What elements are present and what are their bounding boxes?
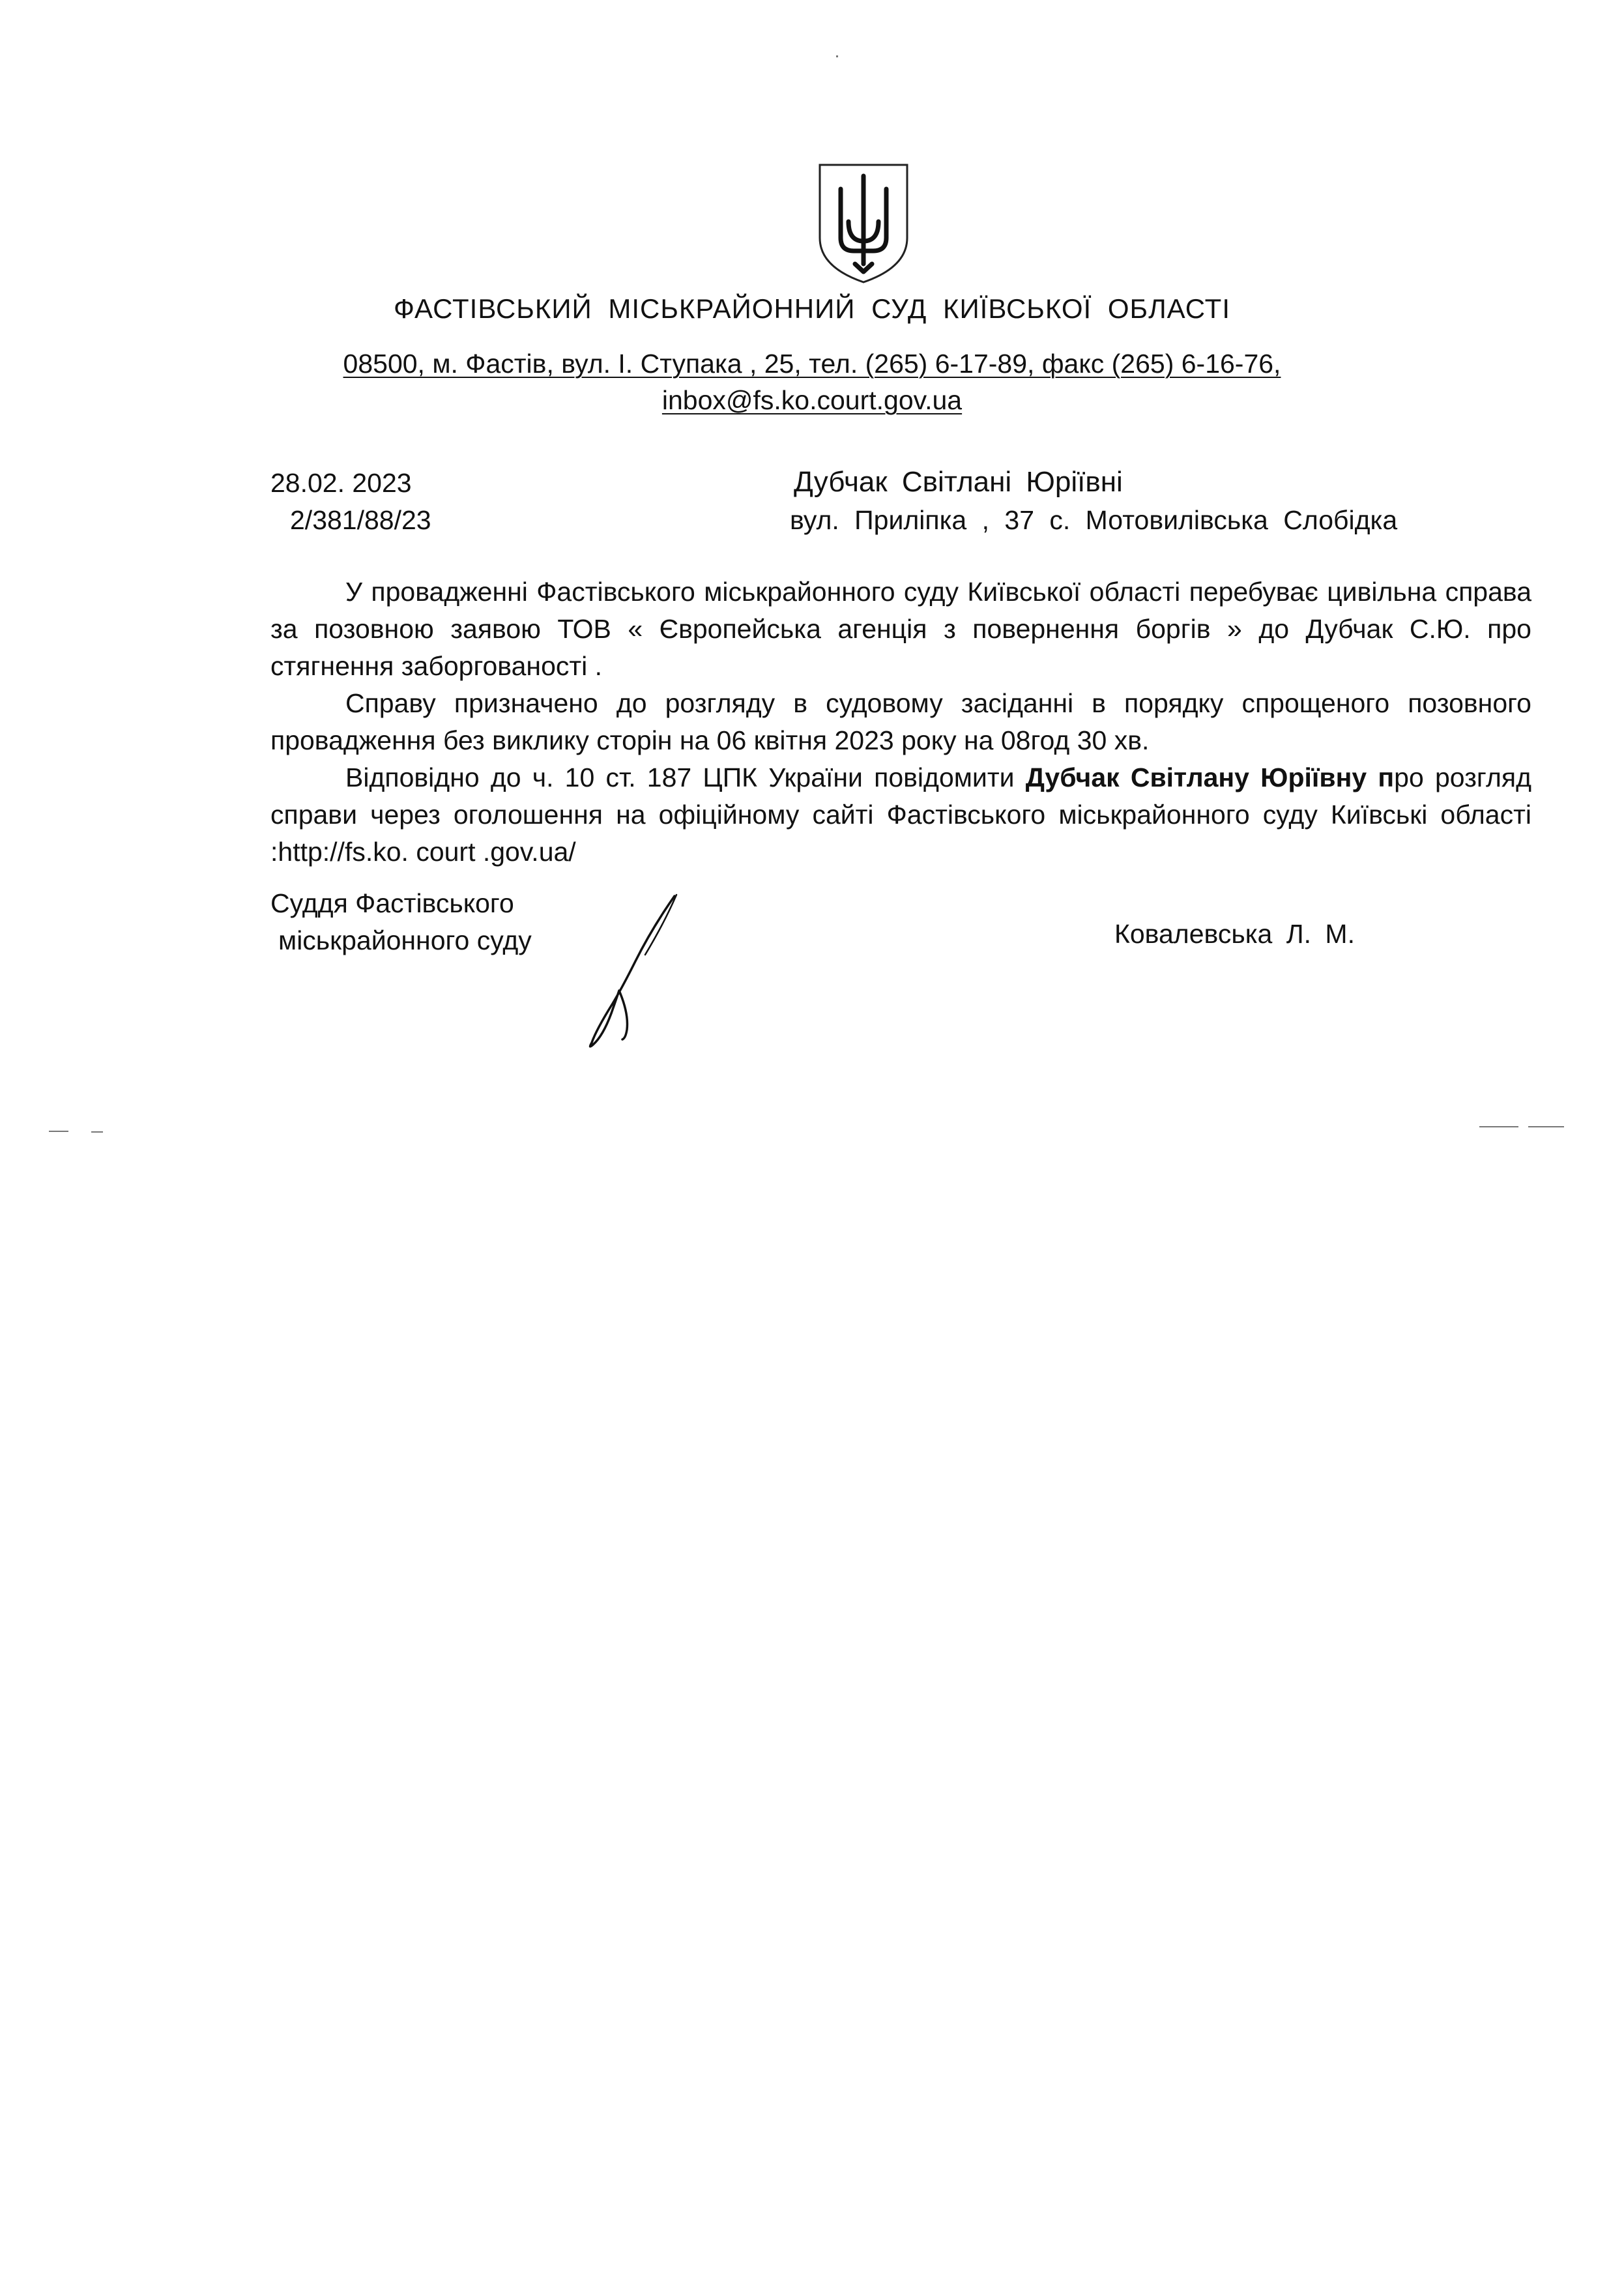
scan-artifact bbox=[836, 55, 838, 57]
paragraph-hearing: Справу призначено до розгляду в судовому засіданні в порядку спрощеного позовного провадження без виклику сторін на 06 квітня 2023 року на 08год 30 хв. bbox=[270, 688, 1531, 755]
scan-artifact bbox=[91, 1131, 103, 1133]
judge-name: Ковалевська Л. М. bbox=[1114, 919, 1355, 949]
judge-title bbox=[270, 885, 532, 959]
court-name: ФАСТІВСЬКИЙ МІСЬКРАЙОННИЙ СУД КИЇВСЬКОЇ ОБЛАСТІ bbox=[393, 293, 1230, 324]
handwritten-signature-icon bbox=[567, 890, 691, 1052]
scan-artifact bbox=[49, 1131, 68, 1132]
scan-artifact bbox=[1479, 1126, 1518, 1127]
recipient-address: вул. Приліпка , 37 с. Мотовилівська Слобідка bbox=[790, 505, 1398, 535]
judge-title-line: міськрайонного суду bbox=[278, 925, 532, 955]
scan-artifact bbox=[1528, 1126, 1564, 1127]
notice-bold-name: Дубчак Світлану Юріївну п bbox=[1025, 762, 1395, 792]
recipient-name: Дубчак Світлані Юріївні bbox=[794, 466, 1123, 498]
document-date: 28.02. 2023 bbox=[270, 468, 412, 498]
letter-body bbox=[270, 573, 1531, 871]
judge-title-line: Суддя Фастівського bbox=[270, 888, 514, 918]
case-number: 2/381/88/23 bbox=[290, 505, 431, 535]
paragraph-proceedings: У провадженні Фастівського міськрайонного суду Київської області перебуває цивільна справа за позовною заявою ТОВ « Європейська агенція з повернення боргів » до Дубчак С.Ю. про стягнення заборгованості . bbox=[270, 577, 1531, 681]
notice-text-start: Відповідно до ч. 10 ст. 187 ЦПК України повідомити bbox=[345, 762, 1026, 792]
notice-text-end: ро розгляд справи через оголошення на офіційному сайті Фастівського міськрайонного суду Київські області :http://fs.ko. court .gov.ua/ bbox=[270, 762, 1531, 867]
email-line: inbox@fs.ko.court.gov.ua bbox=[661, 385, 963, 415]
paragraph-notice bbox=[270, 759, 1531, 871]
address-line: 08500, м. Фастів, вул. І. Ступака , 25, тел. (265) 6-17-89, факс (265) 6-16-76, bbox=[343, 349, 1281, 379]
ukraine-trident-icon bbox=[815, 160, 912, 287]
court-address bbox=[0, 345, 1624, 418]
